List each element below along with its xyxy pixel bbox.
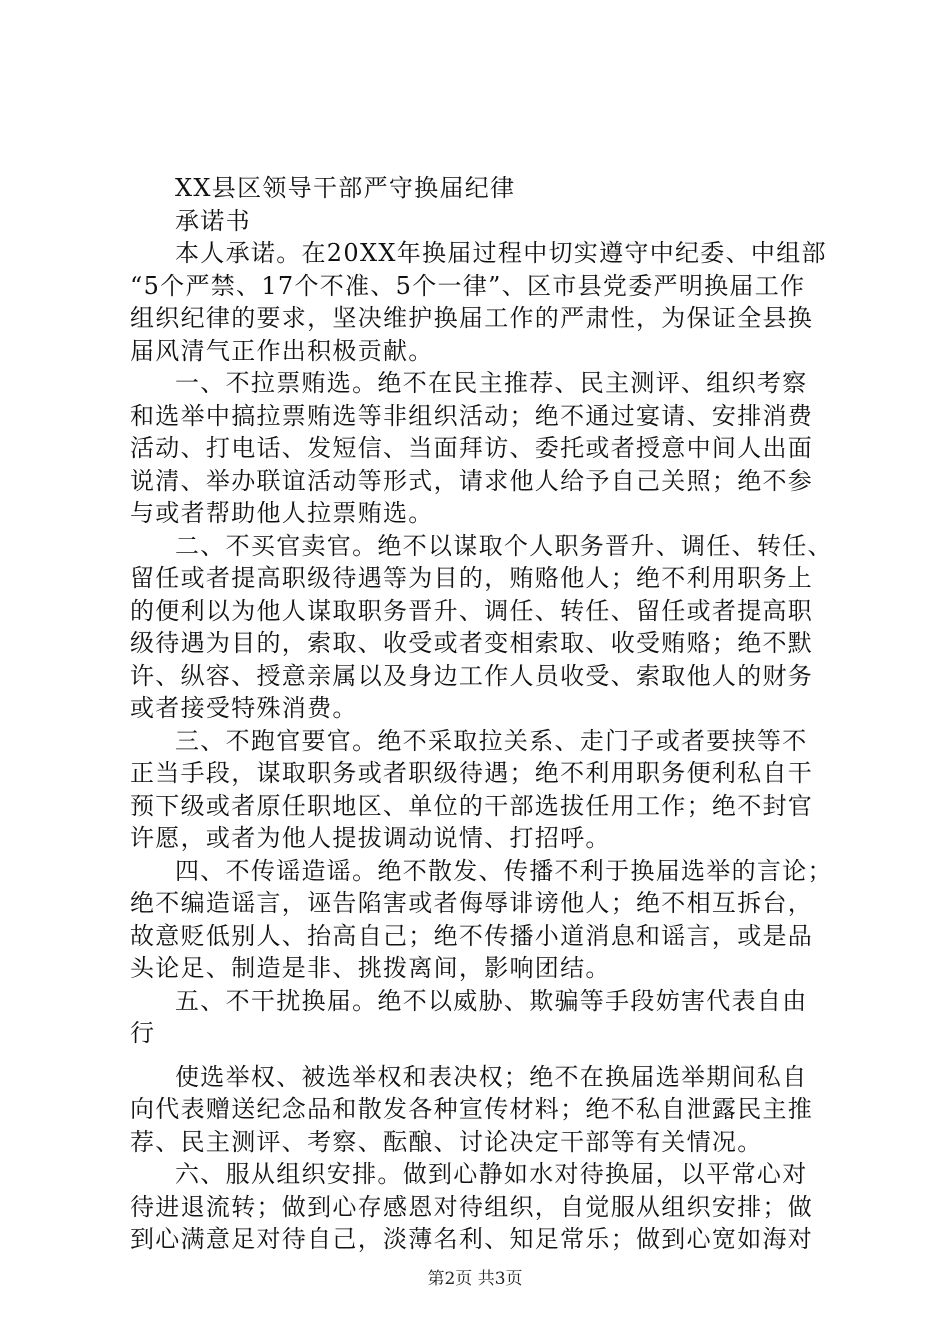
paragraph-1-line: 一、不拉票贿选。绝不在民主推荐、民主测评、组织考察 [175, 369, 808, 397]
document-title: XX县区领导干部严守换届纪律 [175, 174, 516, 202]
paragraph-2-line: 级待遇为目的，索取、收受或者变相索取、收受贿赂；绝不默 [130, 629, 814, 657]
paragraph-2-line: 的便利以为他人谋取职务晋升、调任、转任、留任或者提高职 [130, 596, 814, 625]
document-subtitle: 承诺书 [175, 206, 251, 235]
document-body [130, 172, 833, 1256]
paragraph-1-line: 和选举中搞拉票贿选等非组织活动；绝不通过宴请、安排消费 [130, 401, 814, 430]
paragraph-3-line: 预下级或者原任职地区、单位的干部选拔任用工作；绝不封官 [130, 791, 814, 820]
paragraph-1-line: 说清、举办联谊活动等形式，请求他人给予自己关照；绝不参 [130, 466, 814, 495]
paragraph-6-line: 到心满意足对待自己，淡薄名利、知足常乐；做到心宽如海对 [130, 1225, 814, 1253]
paragraph-5b-line: 使选举权、被选举权和表决权；绝不在换届选举期间私自 [175, 1062, 808, 1091]
paragraph-2-line: 二、不买官卖官。绝不以谋取个人职务晋升、调任、转任、 [175, 531, 833, 560]
paragraph-3-line: 三、不跑官要官。绝不采取拉关系、走门子或者要挟等不 [175, 726, 808, 755]
paragraph-2-line: 留任或者提高职级待遇等为目的，贿赂他人；绝不利用职务上 [130, 564, 814, 592]
paragraph-4-line: 四、不传谣造谣。绝不散发、传播不利于换届选举的言论； [175, 856, 833, 885]
paragraph-4-line: 绝不编造谣言，诬告陷害或者侮辱诽谤他人；绝不相互拆台， [130, 889, 814, 917]
paragraph-intro-line: “5个严禁、17个不准、5个一律”、区市县党委严明换届工作 [130, 271, 806, 300]
paragraph-4-line: 头论足、制造是非、挑拨离间，影响团结。 [130, 954, 611, 982]
paragraph-6-line: 待进退流转；做到心存感恩对待组织，自觉服从组织安排；做 [130, 1192, 814, 1221]
paragraph-1-line: 活动、打电话、发短信、当面拜访、委托或者授意中间人出面 [130, 434, 814, 462]
page-number-footer: 第2页 共3页 [427, 1269, 523, 1289]
paragraph-intro-line: 届风清气正作出积极贡献。 [130, 336, 434, 365]
paragraph-5b-line: 向代表赠送纪念品和散发各种宣传材料；绝不私自泄露民主推 [130, 1095, 814, 1123]
paragraph-2-line: 或者接受特殊消费。 [130, 694, 358, 722]
paragraph-6-line: 六、服从组织安排。做到心静如水对待换届，以平常心对 [175, 1160, 808, 1188]
paragraph-2-line: 许、纵容、授意亲属以及身边工作人员收受、索取他人的财务 [130, 661, 814, 690]
paragraph-5-line: 五、不干扰换届。绝不以威胁、欺骗等手段妨害代表自由 [175, 986, 808, 1015]
paragraph-intro-line: 组织纪律的要求，坚决维护换届工作的严肃性，为保证全县换 [130, 304, 814, 332]
paragraph-3-line: 许愿，或者为他人提拔调动说情、打招呼。 [130, 824, 611, 852]
paragraph-4-line: 故意贬低别人、抬高自己；绝不传播小道消息和谣言，或是品 [130, 921, 814, 950]
paragraph-intro-line: 本人承诺。在20XX年换届过程中切实遵守中纪委、中组部 [175, 239, 827, 267]
paragraph-3-line: 正当手段，谋取职务或者职级待遇；绝不利用职务便利私自干 [130, 759, 814, 787]
paragraph-1-line: 与或者帮助他人拉票贿选。 [130, 499, 434, 527]
paragraph-5b-line: 荐、民主测评、考察、酝酿、讨论决定干部等有关情况。 [130, 1127, 763, 1156]
paragraph-5-line: 行 [130, 1019, 156, 1047]
